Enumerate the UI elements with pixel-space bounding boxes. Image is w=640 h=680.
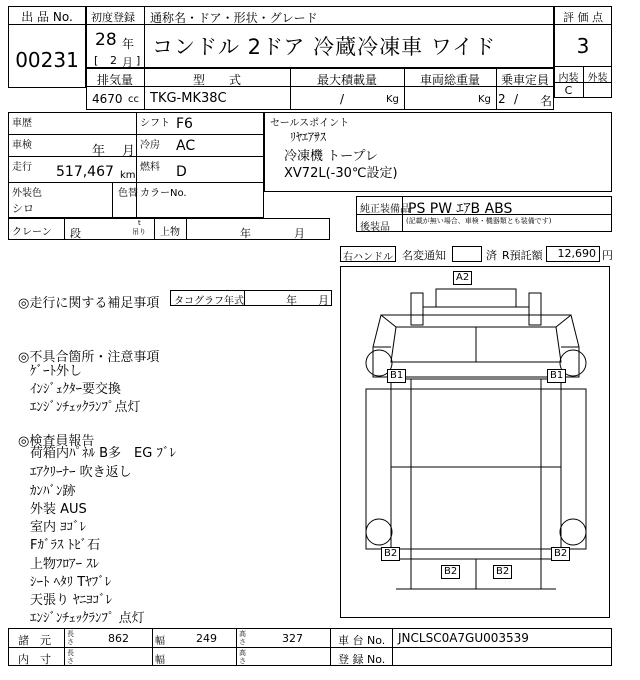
chassis-label: 車 台 No. <box>338 634 386 647</box>
length-value: 862 <box>108 632 129 645</box>
recycle-unit: 円 <box>602 249 613 262</box>
max-load-unit: Kg <box>386 94 399 105</box>
color-value: シロ <box>12 202 34 215</box>
ac-value: AC <box>176 138 196 154</box>
displacement-unit: cc <box>128 94 139 105</box>
reg-month: 2 <box>110 54 117 67</box>
model-code-label: 型 式 <box>192 73 241 87</box>
inspector-5: 室内 ﾖｺﾞﾚ <box>30 520 87 535</box>
width-value: 249 <box>196 632 217 645</box>
sales-line-3: XV72L(-30℃設定) <box>284 166 398 181</box>
sales-title: セールスポイント <box>270 118 350 129</box>
damage-diagram <box>340 266 610 618</box>
handle-value: 右ハンドル <box>343 252 393 263</box>
ac-label: 冷房 <box>140 140 160 151</box>
gross-weight-label: 車両総重量 <box>419 73 480 87</box>
inspector-10: ｴﾝｼﾞﾝﾁｪｯｸﾗﾝﾌﾟ 点灯 <box>30 611 145 626</box>
first-reg-label: 初度登録 <box>91 11 135 24</box>
displacement-label: 排気量 <box>96 73 133 87</box>
recycle-amount: 12,690 <box>557 247 596 260</box>
exterior-label: 外装 <box>587 73 608 84</box>
capacity-value: 2 <box>498 92 506 106</box>
inspector-9: 天張り ﾔﾆﾖｺﾞﾚ <box>30 593 113 608</box>
aftermarket-note: (記載が無い場合、車検・機器類とも装備です) <box>406 217 552 225</box>
fuel-label: 燃料 <box>140 162 160 173</box>
interior-dims-label: 内 寸 <box>18 653 51 666</box>
lot-number: 00231 <box>15 48 79 72</box>
capacity-unit: 名 <box>540 94 553 108</box>
mark-rear-right: B2 <box>493 565 512 579</box>
mark-left-rear: B2 <box>381 547 400 561</box>
color-change-label: 色替 <box>118 188 138 199</box>
height-value: 327 <box>282 632 303 645</box>
reg-month-unit: 月 <box>122 56 133 69</box>
equipment-label: 純正装備品 <box>360 204 410 215</box>
reg-year: 28 <box>95 30 117 50</box>
capacity-label: 乗車定員 <box>500 73 549 87</box>
interior-grade: C <box>564 84 573 97</box>
aftermarket-label: 後装品 <box>360 222 390 233</box>
color-no-label: カラーNo. <box>140 188 187 199</box>
reg-month-bracket: [ <box>94 54 99 67</box>
shift-value: F6 <box>176 116 193 132</box>
model-code: TKG-MK38C <box>150 91 227 106</box>
inspection-label: 車検 <box>12 140 32 151</box>
history-label: 車歴 <box>12 118 32 129</box>
reg-year-unit: 年 <box>122 37 135 51</box>
model-header: 通称名・ドア・形状・グレード <box>150 11 318 25</box>
inspector-2: ｴｱｸﾘｰﾅｰ 吹き返し <box>30 465 132 480</box>
shift-label: シフト <box>140 118 170 129</box>
grade-value: 3 <box>576 34 590 58</box>
mark-left-front: B1 <box>387 369 406 383</box>
body-label: 上物 <box>160 227 180 238</box>
lot-label: 出 品 No. <box>21 10 73 24</box>
fuel-value: D <box>176 164 187 180</box>
inspector-title: ◎検査員報告 <box>18 434 95 449</box>
inspector-1: 荷箱内ﾊﾟﾈﾙ B多 EG ﾌﾞﾚ <box>30 446 176 461</box>
sales-line-2: 冷凍機 トープレ <box>284 149 378 164</box>
inspector-8: ｼｰﾄ ﾍﾀﾘ Tﾔﾌﾞﾚ <box>30 575 112 590</box>
max-load-label: 最大積載量 <box>316 73 377 87</box>
mileage-label: 走行 <box>12 162 32 173</box>
mark-rear-left: B2 <box>441 565 460 579</box>
mark-right-front: B1 <box>547 369 566 383</box>
defect-2: ｲﾝｼﾞｪｸﾀｰ要交換 <box>30 382 122 397</box>
gross-weight-unit: Kg <box>478 94 491 105</box>
model-name: コンドル 2ドア 冷蔵冷凍車 ワイド <box>152 35 497 59</box>
defect-3: ｴﾝｼﾞﾝﾁｪｯｸﾗﾝﾌﾟ点灯 <box>30 400 141 415</box>
inspector-3: ｶﾝﾊﾞﾝ跡 <box>30 484 76 499</box>
recycle-status: 済 <box>486 249 497 262</box>
truck-outline <box>341 267 611 619</box>
inspector-6: Fｶﾞﾗｽ ﾄﾋﾞ石 <box>30 538 101 553</box>
tacho-label: タコグラフ年式 <box>174 296 244 307</box>
sales-line-1: ﾘﾔｴｱｻｽ <box>290 130 327 144</box>
registration-label: 登 録 No. <box>338 653 386 666</box>
chassis-number: JNCLSC0A7GU003539 <box>398 631 529 645</box>
inspector-7: 上物ﾌﾛｱｰ ｽﾚ <box>30 557 100 572</box>
name-change-label: 名変通知 <box>402 249 446 262</box>
recycle-label: R預託額 <box>502 249 543 262</box>
interior-label: 内装 <box>558 73 579 84</box>
dims-label: 諸 元 <box>18 634 51 647</box>
defect-1: ｹﾞｰﾄ外し <box>30 364 83 379</box>
crane-label: クレーン <box>12 227 52 238</box>
driving-title: ◎走行に関する補足事項 <box>18 296 160 311</box>
color-label: 外装色 <box>12 188 42 199</box>
mileage-value: 517,467 <box>56 164 114 180</box>
mark-right-rear: B2 <box>551 547 570 561</box>
defects-title: ◎不具合箇所・注意事項 <box>18 350 160 365</box>
displacement-value: 4670 <box>92 92 123 106</box>
grade-label: 評 価 点 <box>563 11 603 24</box>
mark-front: A2 <box>453 271 472 285</box>
inspector-4: 外装 AUS <box>30 502 87 517</box>
equipment-value: PS PW ｴｱB ABS <box>408 201 513 217</box>
mileage-unit: km <box>120 170 136 181</box>
max-load-value: / <box>340 92 345 106</box>
